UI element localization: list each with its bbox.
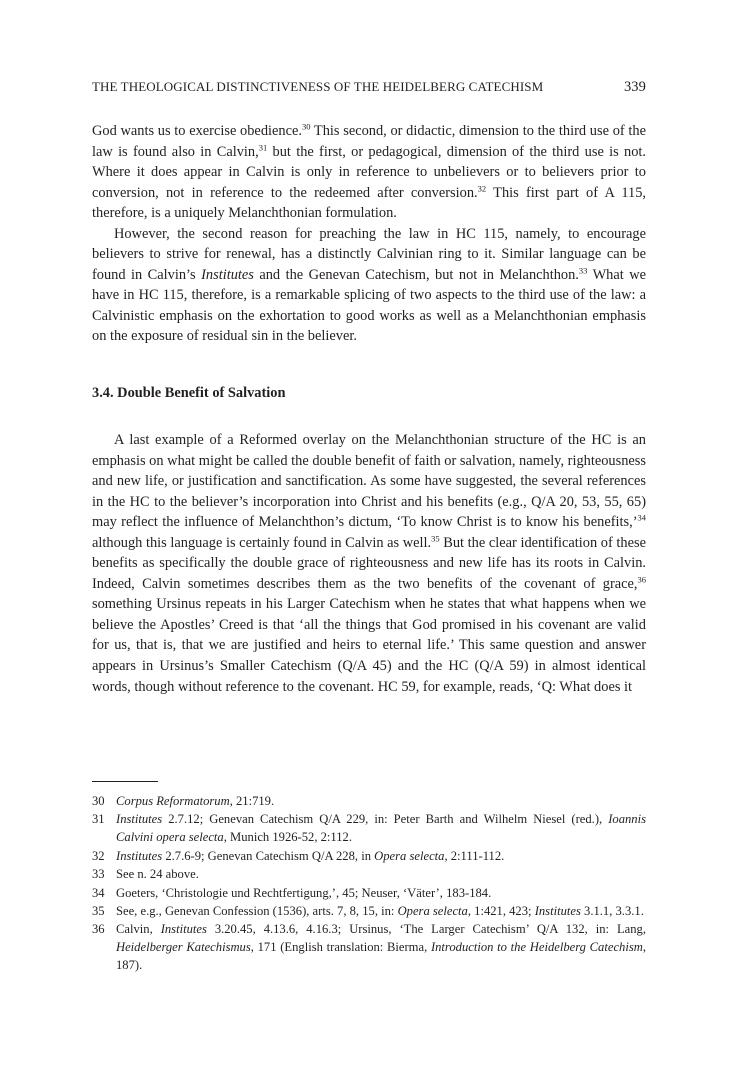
footnote-ref-36[interactable]: 36 [637,574,646,585]
footnote-text: Institutes 2.7.12; Genevan Catechism Q/A 229, in: Peter Barth and Wilhelm Niesel (red.), Ioannis Calvini opera selecta, Munich 1926-52, 2:112. [116,812,646,845]
footnote-number: 34 [92,885,105,900]
footnote-33 [92,866,646,884]
footnote-30 [92,793,646,811]
paragraph-1: God wants us to exercise obedience.$^{30}$ This second, or didactic, dimension to the third use of the law is found also in Calvin,$^{31}$ but the first, or pedagogical, dimension of the third use is not. Where it does appear in Calvin is only in reference to unbelievers or to believers prior to conversion, not in reference to the redeemed after conversion.$^{32}$ This first part of A 115, therefore, is a uniquely Melanchthonian formulation. [92,121,646,222]
footnote-35 [92,903,646,921]
footnote-ref-35[interactable]: 35 [431,533,440,544]
footnote-text: See n. 24 above. [116,867,199,882]
footnote-divider [92,781,158,782]
section-heading: 3.4. Double Benefit of Salvation [92,385,286,401]
body-text-block-1 [92,121,646,347]
footnote-text: See, e.g., Genevan Confession (1536), arts. 7, 8, 15, in: Opera selecta, 1:421, 423; Institutes 3.1.1, 3.3.1. [116,903,644,918]
footnote-text: Institutes 2.7.6-9; Genevan Catechism Q/A 228, in Opera selecta, 2:111-112. [116,848,505,863]
footnote-ref-33[interactable]: 33 [578,265,588,276]
paragraph-2: However, the second reason for preaching the law in HC 115, namely, to encourage believers to strive for renewal, has a distinctly Calvinian ring to it. Similar language can be found in Calvin’s Institutes and the Genevan Catechism, but not in Melanchthon.$^{33}$ What we have in HC 115, therefore, is a remarkable splicing of two aspects to the third use of the law: a Calvinistic emphasis on the exhortation to good works as well as a Melanchthonian emphasis on the exposure of residual sin in the believer. [92,225,647,345]
footnote-ref-34[interactable]: 34 [637,512,646,523]
footnote-text: Corpus Reformatorum, 21:719. [116,794,275,808]
footnote-text: Calvin, Institutes 3.20.45, 4.13.6, 4.16.3; Ursinus, ‘The Larger Catechism’ Q/A 132, in: Lang, Heidelberger Katechismus, 171 (English translation: Bierma, Introduction to the Heidelberg Catechism, 187). [116,922,646,973]
footnote-number: 30 [92,794,105,808]
footnote-text: Goeters, ‘Christologie und Rechtfertigung,’, 45; Neuser, ‘Väter’, 183-184. [116,885,492,900]
body-text-block-2 [92,430,646,697]
page-number: 339 [623,79,646,95]
footnote-36 [92,921,646,975]
footnote-number: 36 [92,922,105,937]
running-title: THE THEOLOGICAL DISTINCTIVENESS OF THE HEIDELBERG CATECHISM [92,79,544,94]
footnote-34 [92,885,646,903]
footnote-31 [92,811,646,847]
paragraph-3: A last example of a Reformed overlay on the Melanchthonian structure of the HC is an emphasis on what might be called the double benefit of faith or salvation, namely, righteousness and new life, or justification and sanctification. As some have suggested, the several references in the HC to the believer’s incorporation into Christ and his benefits (e.g., Q/A 20, 53, 55, 65) may reflect the influence of Melanchthon’s dictum, ‘To know Christ is to know his benefits,’$^{34}$ although this language is certainly found in Calvin as well.$^{35}$ But the clear identification of these benefits as specifically the double grace of righteousness and new life has its roots in Calvin. Indeed, Calvin sometimes describes them as the two benefits of the covenant of grace,$^{36}$ something Ursinus repeats in his Larger Catechism when he states that what happens when we believe the Apostles’ Creed is that ‘all the things that God promised in his covenant are valid for us, that is, that we are justified and heirs to eternal life.’ This same question and answer appears in Ursinus’s Smaller Catechism (Q/A 45) and the HC (Q/A 59) in almost identical words, though without reference to the covenant. HC 59, for example, reads, ‘Q: What does it [92,432,646,695]
footnote-ref-30[interactable]: 30 [301,121,311,132]
footnote-ref-32[interactable]: 32 [477,183,487,194]
footnote-number: 31 [92,812,105,827]
footnotes [92,793,646,976]
footnote-number: 35 [92,903,105,918]
footnote-32 [92,848,646,866]
footnote-ref-31[interactable]: 31 [258,142,268,153]
footnote-number: 33 [92,867,105,882]
footnote-number: 32 [92,848,105,863]
